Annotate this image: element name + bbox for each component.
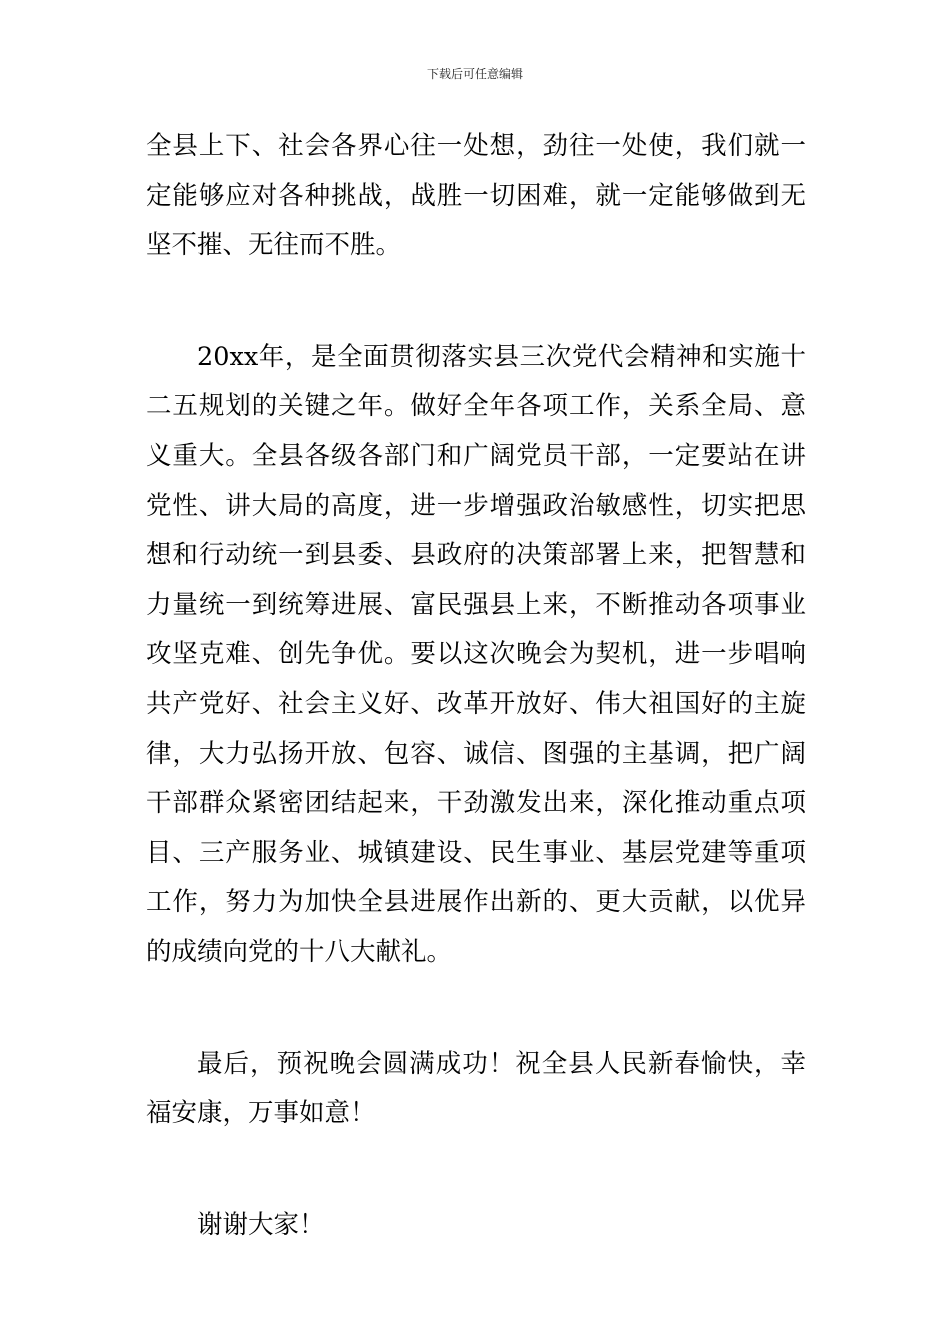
paragraph-4: 谢谢大家！ xyxy=(197,1209,325,1240)
page-header-note: 下载后可任意编辑 xyxy=(426,67,523,81)
paragraph-2: 20xx年，是全面贯彻落实县三次党代会精神和实施十二五规划的关键之年。做好全年各项工作，关系全局、意义重大。全县各级各部门和广阔党员干部，一定要站在讲党性、讲大局的高度，进一步增强政治敏感性，切实把思想和行动统一到县委、县政府的决策部署上来，把智慧和力量统一到统筹进展、富民强县上来，不断推动各项事业攻坚克难、创先争优。要以这次晚会为契机，进一步唱响共产党好、社会主义好、改革开放好、伟大祖国好的主旋律，大力弘扬开放、包容、诚信、图强的主基调，把广阔干部群众紧密团结起来，干劲激发出来，深化推动重点项目、三产服务业、城镇建设、民生事业、基层党建等重项工作，努力为加快全县进展作出新的、更大贡献，以优异的成绩向党的十八大献礼。 xyxy=(146,341,806,967)
document-body xyxy=(146,122,806,1250)
paragraph-3: 最后，预祝晚会圆满成功！祝全县人民新春愉快，幸福安康，万事如意！ xyxy=(146,1048,806,1129)
paragraph-1: 全县上下、社会各界心往一处想，劲往一处使，我们就一定能够应对各种挑战，战胜一切困难，就一定能够做到无坚不摧、无往而不胜。 xyxy=(146,131,806,261)
